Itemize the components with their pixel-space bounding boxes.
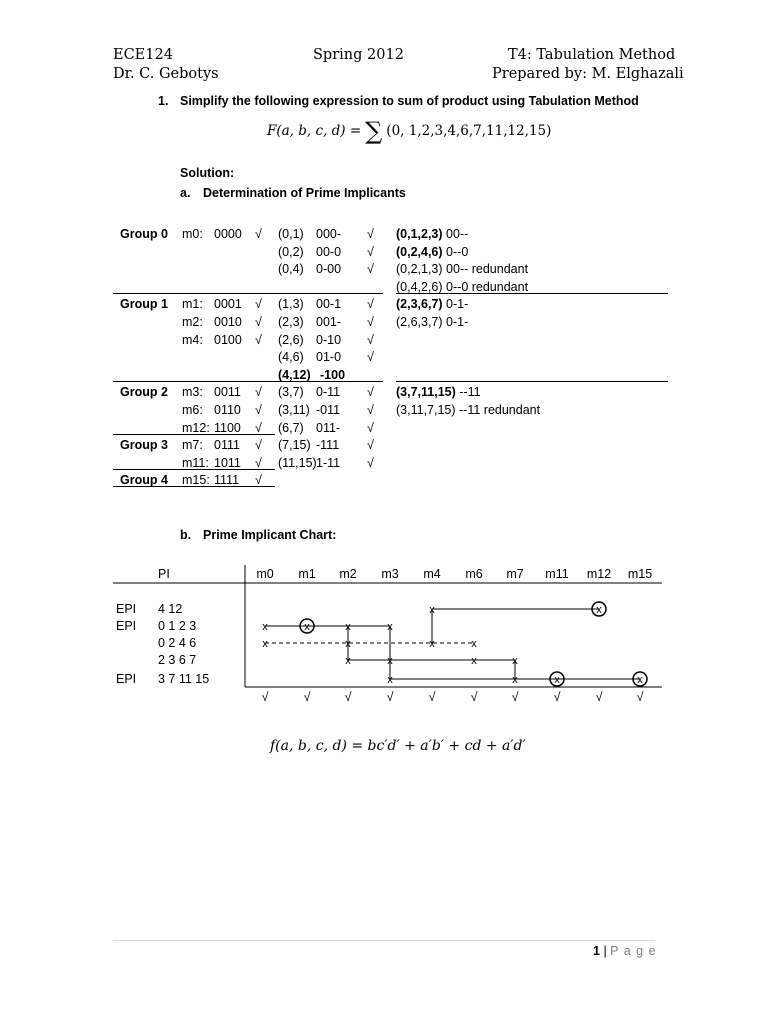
column-header: m1	[298, 567, 316, 581]
row-terms: 3 7 11 15	[158, 672, 210, 686]
part-b-letter: b.	[180, 528, 192, 542]
quad-value: 0-1-	[442, 315, 469, 329]
pair-value: -100	[320, 367, 346, 382]
quad-terms: (2,3,6,7)	[396, 297, 443, 312]
pair-terms: (3,7)	[278, 385, 304, 400]
group-label: Group 4	[120, 473, 168, 488]
group-label: Group 0	[120, 227, 168, 241]
cover-mark: x	[637, 674, 643, 686]
column-check: √	[303, 690, 311, 704]
epi-tag: EPI	[116, 619, 137, 633]
column-check: √	[344, 690, 352, 704]
minterm-label: m4:	[182, 332, 203, 347]
column-check: √	[553, 690, 561, 704]
column-check: √	[636, 690, 644, 704]
pair-value: 00-1	[316, 297, 342, 312]
quad-value: --11	[455, 403, 481, 417]
pair-terms: (2,3)	[278, 315, 304, 329]
column-header: m6	[465, 567, 483, 581]
quad-value: --11	[455, 385, 481, 400]
column-check: √	[511, 690, 519, 704]
cover-mark: x	[262, 638, 268, 650]
pair-terms: (11,15)	[278, 455, 317, 470]
question-number: 1.	[158, 94, 169, 108]
minterm-bits: 0110	[214, 403, 241, 417]
page-footer	[593, 944, 657, 958]
check-mark: √	[367, 420, 374, 435]
minterm-label: m2:	[182, 315, 203, 329]
column-header: m4	[423, 567, 441, 581]
prepared-by: Prepared by: M. Elghazali	[492, 66, 684, 82]
row-terms: 0 2 4 6	[158, 636, 197, 650]
column-header: m2	[339, 567, 357, 581]
column-header: m11	[545, 567, 569, 581]
footer-divider	[113, 940, 655, 941]
minterm-label: m0:	[182, 227, 203, 241]
cover-mark: x	[345, 621, 351, 633]
epi-tag: EPI	[116, 672, 137, 686]
check-mark: √	[367, 315, 374, 329]
part-a-letter: a.	[180, 186, 191, 200]
pair-terms: (4,12)	[278, 367, 311, 382]
minterm-bits: 0011	[214, 385, 241, 400]
cover-mark: x	[304, 621, 310, 633]
cover-mark: x	[596, 604, 602, 616]
quad-terms: (0,1,2,3)	[396, 227, 443, 241]
pair-value: 011-	[316, 420, 341, 435]
row-terms: 4 12	[158, 602, 183, 616]
pair-terms: (6,7)	[278, 420, 304, 435]
pi-header: PI	[158, 567, 170, 581]
check-mark: √	[255, 297, 262, 312]
check-mark: √	[367, 297, 374, 312]
cover-mark: x	[345, 655, 351, 667]
page-word: P a g e	[610, 944, 657, 958]
column-check: √	[386, 690, 394, 704]
solution-label: Solution:	[180, 166, 235, 180]
pair-value: 0-10	[316, 332, 342, 347]
minterm-label: m12:	[182, 420, 210, 435]
check-mark: √	[255, 332, 262, 347]
check-mark: √	[255, 315, 262, 329]
minterm-label: m6:	[182, 403, 203, 417]
quad-value: 0-1-	[442, 297, 469, 312]
page-separator: |	[603, 944, 607, 958]
minterm-label: m7:	[182, 438, 203, 453]
cover-mark: x	[554, 674, 560, 686]
minterm-label: m1:	[182, 297, 203, 312]
minterm-bits: 1011	[214, 455, 241, 470]
check-mark: √	[255, 438, 262, 453]
cover-mark: x	[512, 674, 518, 686]
course-code: ECE124	[113, 47, 173, 63]
quad-terms: (0,4,2,6)	[396, 279, 443, 294]
group-label: Group 1	[120, 297, 168, 312]
pair-terms: (0,4)	[278, 262, 304, 277]
minterm-label: m11:	[182, 455, 209, 470]
sigma-symbol: ∑	[365, 117, 383, 145]
pair-terms: (2,6)	[278, 332, 304, 347]
quad-terms: (3,7,11,15)	[396, 385, 456, 400]
column-header: m15	[627, 567, 653, 581]
minterm-bits: 0111	[214, 438, 240, 453]
pair-terms: (7,15)	[278, 438, 311, 453]
redundant-note: redundant	[468, 279, 529, 294]
page-number: 1	[593, 944, 600, 958]
row-terms: 0 1 2 3	[158, 619, 197, 633]
column-header: m7	[506, 567, 524, 581]
quad-value: 0--0	[442, 279, 469, 294]
minterm-label: m3:	[182, 385, 203, 400]
pair-value: 0-00	[316, 262, 342, 277]
part-b-title: Prime Implicant Chart:	[203, 528, 337, 542]
redundant-note: redundant	[480, 403, 541, 417]
check-mark: √	[255, 385, 262, 400]
column-check: √	[470, 690, 478, 704]
check-mark: √	[255, 473, 262, 488]
check-mark: √	[255, 227, 262, 241]
formula-rhs: (0, 1,2,3,4,6,7,11,12,15)	[386, 123, 552, 139]
cover-mark: x	[387, 674, 393, 686]
quad-value: 00--	[442, 262, 469, 277]
cover-mark: x	[262, 621, 268, 633]
check-mark: √	[255, 455, 262, 470]
minterm-bits: 0100	[214, 332, 242, 347]
redundant-note: redundant	[468, 262, 529, 277]
check-mark: √	[255, 403, 262, 417]
check-mark: √	[367, 455, 374, 470]
quad-terms: (0,2,1,3)	[396, 262, 443, 277]
result-expression: f(a, b, c, d) = bc′d′ + a′b′ + cd + a′d′	[270, 738, 526, 754]
check-mark: √	[367, 403, 374, 417]
minterm-bits: 1100	[214, 420, 241, 435]
quad-terms: (3,11,7,15)	[396, 403, 456, 417]
column-header: m0	[256, 567, 274, 581]
group-label: Group 2	[120, 385, 168, 400]
column-header: m3	[381, 567, 399, 581]
quad-value: 0--0	[442, 244, 469, 259]
pair-value: -011	[316, 403, 341, 417]
cover-mark: x	[512, 655, 518, 667]
question-text: Simplify the following expression to sum of product using Tabulation Method	[180, 94, 639, 108]
group-label: Group 3	[120, 438, 168, 453]
cover-mark: x	[429, 638, 435, 650]
pair-terms: (1,3)	[278, 297, 304, 312]
formula-lhs: F(a, b, c, d) =	[267, 123, 362, 139]
check-mark: √	[367, 350, 374, 365]
pair-value: 1-11	[316, 455, 341, 470]
epi-tag: EPI	[116, 602, 137, 616]
instructor: Dr. C. Gebotys	[113, 66, 219, 82]
check-mark: √	[367, 438, 374, 453]
check-mark: √	[367, 227, 374, 241]
pair-terms: (0,1)	[278, 227, 304, 241]
cover-mark: x	[387, 655, 393, 667]
check-mark: √	[255, 420, 262, 435]
pair-value: 001-	[316, 315, 342, 329]
quad-terms: (2,6,3,7)	[396, 315, 443, 329]
check-mark: √	[367, 385, 374, 400]
cover-mark: x	[471, 638, 477, 650]
part-a-title: Determination of Prime Implicants	[203, 186, 406, 200]
minterm-bits: 0010	[214, 315, 242, 329]
quad-value: 00--	[442, 227, 469, 241]
column-check: √	[261, 690, 269, 704]
check-mark: √	[367, 244, 374, 259]
minterm-label: m15:	[182, 473, 210, 488]
check-mark: √	[367, 332, 374, 347]
quad-terms: (0,2,4,6)	[396, 244, 443, 259]
pair-value: 00-0	[316, 244, 342, 259]
pair-value: 01-0	[316, 350, 342, 365]
cover-mark: x	[345, 638, 351, 650]
cover-mark: x	[471, 655, 477, 667]
row-terms: 2 3 6 7	[158, 653, 197, 667]
pair-value: 0-11	[316, 385, 341, 400]
minterm-bits: 1111	[214, 473, 240, 488]
doc-title: T4: Tabulation Method	[508, 47, 676, 63]
pair-value: -111	[316, 438, 340, 453]
cover-mark: x	[429, 604, 435, 616]
minterm-bits: 0001	[214, 297, 242, 312]
pair-value: 000-	[316, 227, 342, 241]
minterm-bits: 0000	[214, 227, 242, 241]
term: Spring 2012	[313, 47, 404, 63]
column-check: √	[595, 690, 603, 704]
pair-terms: (4,6)	[278, 350, 304, 365]
column-header: m12	[586, 567, 612, 581]
pair-terms: (0,2)	[278, 244, 304, 259]
check-mark: √	[367, 262, 374, 277]
column-check: √	[428, 690, 436, 704]
cover-mark: x	[387, 621, 393, 633]
pair-terms: (3,11)	[278, 403, 310, 417]
